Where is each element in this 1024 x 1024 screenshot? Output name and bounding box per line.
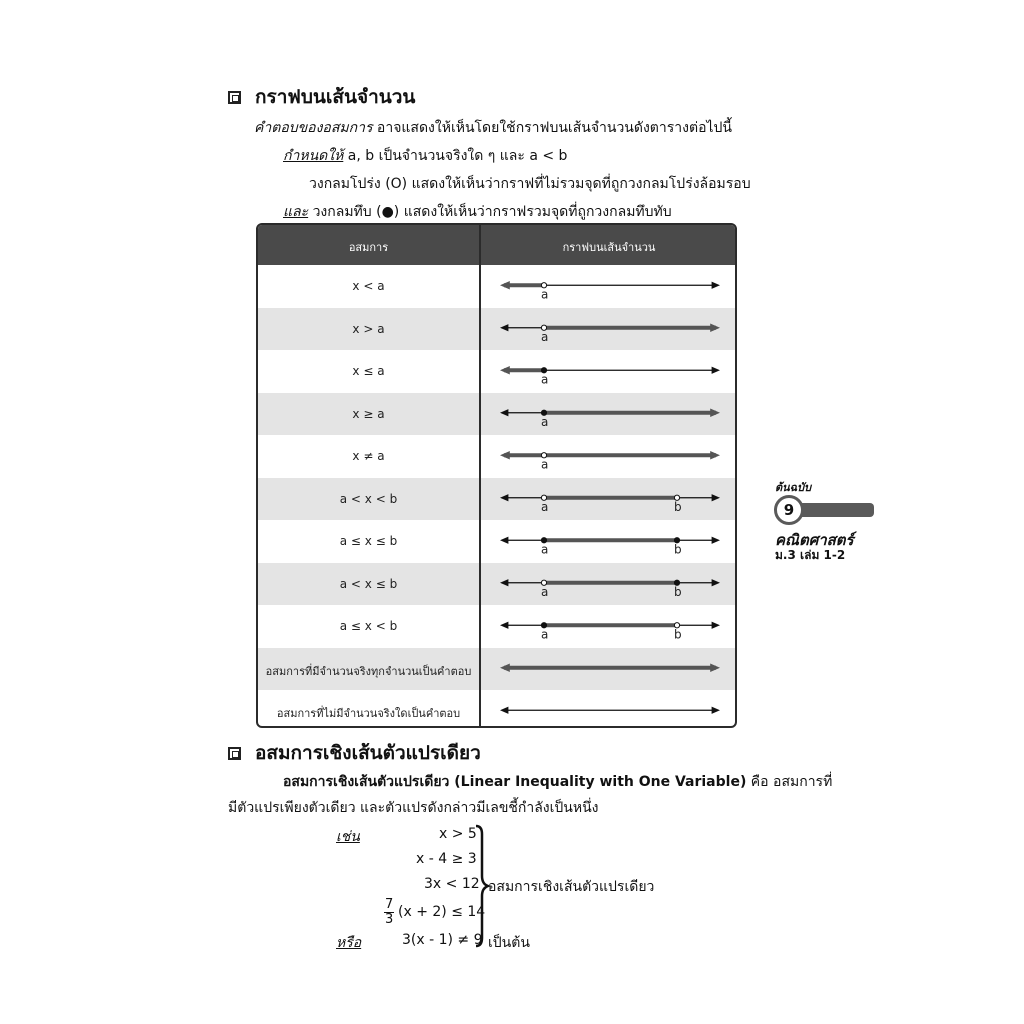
inequality-label: x > a bbox=[352, 321, 385, 336]
end-label: เป็นต้น bbox=[488, 935, 530, 951]
inequality-label: อสมการที่มีจำนวนจริงทุกจำนวนเป็นคำตอบ bbox=[265, 664, 472, 678]
fraction-seven-thirds bbox=[384, 898, 394, 927]
and-label: และ bbox=[283, 204, 309, 220]
arrow-right-icon bbox=[712, 622, 720, 629]
fraction-denominator: 3 bbox=[385, 912, 394, 927]
badge-subtitle: ม.3 เล่ม 1-2 bbox=[775, 548, 846, 562]
intro-line bbox=[254, 117, 732, 139]
point-label: a bbox=[541, 499, 549, 514]
arrow-left-icon bbox=[500, 494, 508, 501]
arrow-left-icon bbox=[500, 664, 510, 672]
header-inequality: อสมการ bbox=[348, 241, 389, 254]
arrow-right-icon bbox=[710, 664, 720, 672]
arrow-left-icon bbox=[500, 366, 510, 374]
inequality-label: x < a bbox=[352, 279, 385, 293]
arrow-left-icon bbox=[500, 451, 510, 459]
example-5: 3(x - 1) ≠ 9 bbox=[402, 932, 483, 948]
badge-bar bbox=[792, 503, 874, 517]
arrow-left-icon bbox=[500, 707, 508, 714]
header-graph: กราฟบนเส้นจำนวน bbox=[562, 241, 656, 254]
badge-top-label: ต้นฉบับ bbox=[775, 481, 812, 494]
column-divider bbox=[479, 225, 481, 726]
arrow-right-icon bbox=[710, 324, 720, 332]
inequality-label: a ≤ x < b bbox=[339, 619, 398, 633]
arrow-left-icon bbox=[500, 324, 508, 331]
inequality-label: a < x ≤ b bbox=[339, 576, 398, 591]
arrow-right-icon bbox=[710, 451, 720, 459]
arrow-right-icon bbox=[712, 537, 720, 544]
example-1: x > 5 bbox=[439, 826, 477, 842]
point-label: a bbox=[541, 287, 549, 302]
arrow-right-icon bbox=[712, 494, 720, 501]
point-label: a bbox=[541, 584, 549, 599]
inequality-label: อสมการที่ไม่มีจำนวนจริงใดเป็นคำตอบ bbox=[276, 707, 461, 720]
point-label: b bbox=[674, 627, 682, 642]
arrow-right-icon bbox=[712, 707, 720, 714]
number-line-table bbox=[256, 223, 737, 728]
arrow-right-icon bbox=[712, 367, 720, 374]
definition-text: a, b เป็นจำนวนจริงใด ๆ และ a < b bbox=[343, 148, 568, 164]
point-label: a bbox=[541, 414, 549, 429]
definition-bold: อสมการเชิงเส้นตัวแปรเดียว (Linear Inequality with One Variable) bbox=[283, 774, 747, 790]
section-heading-linear-inequality bbox=[228, 738, 481, 768]
point-label: a bbox=[541, 542, 549, 557]
point-label: b bbox=[674, 499, 682, 514]
number-line-graphs bbox=[258, 225, 737, 728]
definition-label: กำหนดให้ bbox=[283, 148, 344, 164]
inequality-label: x ≥ a bbox=[352, 406, 385, 421]
closed-circle-line bbox=[283, 201, 672, 223]
intro-rest: อาจแสดงให้เห็นโดยใช้กราฟบนเส้นจำนวนดังตารางต่อไปนี้ bbox=[372, 120, 732, 136]
inequality-label: a < x < b bbox=[339, 491, 398, 506]
definition-paragraph-line1 bbox=[283, 771, 832, 793]
point-label: a bbox=[541, 372, 549, 387]
arrow-left-icon bbox=[500, 622, 508, 629]
point-label: a bbox=[541, 627, 549, 642]
definition-rest: คือ อสมการที่ bbox=[746, 774, 833, 790]
inequality-label: x ≠ a bbox=[352, 449, 385, 463]
section-marker-icon bbox=[228, 747, 241, 760]
brace-label: อสมการเชิงเส้นตัวแปรเดียว bbox=[488, 879, 655, 895]
example-label: เช่น bbox=[336, 829, 360, 845]
arrow-right-icon bbox=[712, 282, 720, 289]
intro-italic: คำตอบของอสมการ bbox=[254, 120, 373, 136]
section-marker-icon bbox=[228, 91, 241, 104]
point-label: a bbox=[541, 457, 549, 472]
open-circle-line: วงกลมโปร่ง (O) แสดงให้เห็นว่ากราฟที่ไม่รวมจุดที่ถูกวงกลมโปร่งล้อมรอบ bbox=[309, 176, 751, 192]
section-title: กราฟบนเส้นจำนวน bbox=[255, 86, 416, 108]
closed-circle-text: วงกลมทึบ (●) แสดงให้เห็นว่ากราฟรวมจุดที่ถูกวงกลมทึบทับ bbox=[308, 204, 672, 220]
point-label: b bbox=[674, 542, 682, 557]
arrow-left-icon bbox=[500, 579, 508, 586]
definition-paragraph-line2: มีตัวแปรเพียงตัวเดียว และตัวแปรดังกล่าวมีเลขชี้กำลังเป็นหนึ่ง bbox=[228, 800, 599, 816]
point-label: b bbox=[674, 584, 682, 599]
section-heading-number-line bbox=[228, 82, 415, 112]
arrow-right-icon bbox=[712, 579, 720, 586]
inequality-label: x ≤ a bbox=[352, 364, 385, 378]
section-title-2: อสมการเชิงเส้นตัวแปรเดียว bbox=[255, 742, 481, 764]
example-3: 3x < 12 bbox=[424, 876, 480, 892]
arrow-right-icon bbox=[710, 409, 720, 417]
point-label: a bbox=[541, 329, 549, 344]
arrow-left-icon bbox=[500, 537, 508, 544]
arrow-left-icon bbox=[500, 281, 510, 289]
example-4: (x + 2) ≤ 14 bbox=[398, 904, 486, 920]
fraction-numerator: 7 bbox=[385, 897, 394, 912]
badge-title: คณิตศาสตร์ bbox=[775, 531, 854, 549]
arrow-left-icon bbox=[500, 409, 508, 416]
or-label: หรือ bbox=[336, 935, 362, 951]
example-2: x - 4 ≥ 3 bbox=[416, 851, 477, 867]
inequality-label: a ≤ x ≤ b bbox=[339, 534, 398, 548]
badge-number: 9 bbox=[774, 495, 804, 525]
definition-line bbox=[283, 145, 567, 167]
book-badge bbox=[772, 478, 892, 568]
